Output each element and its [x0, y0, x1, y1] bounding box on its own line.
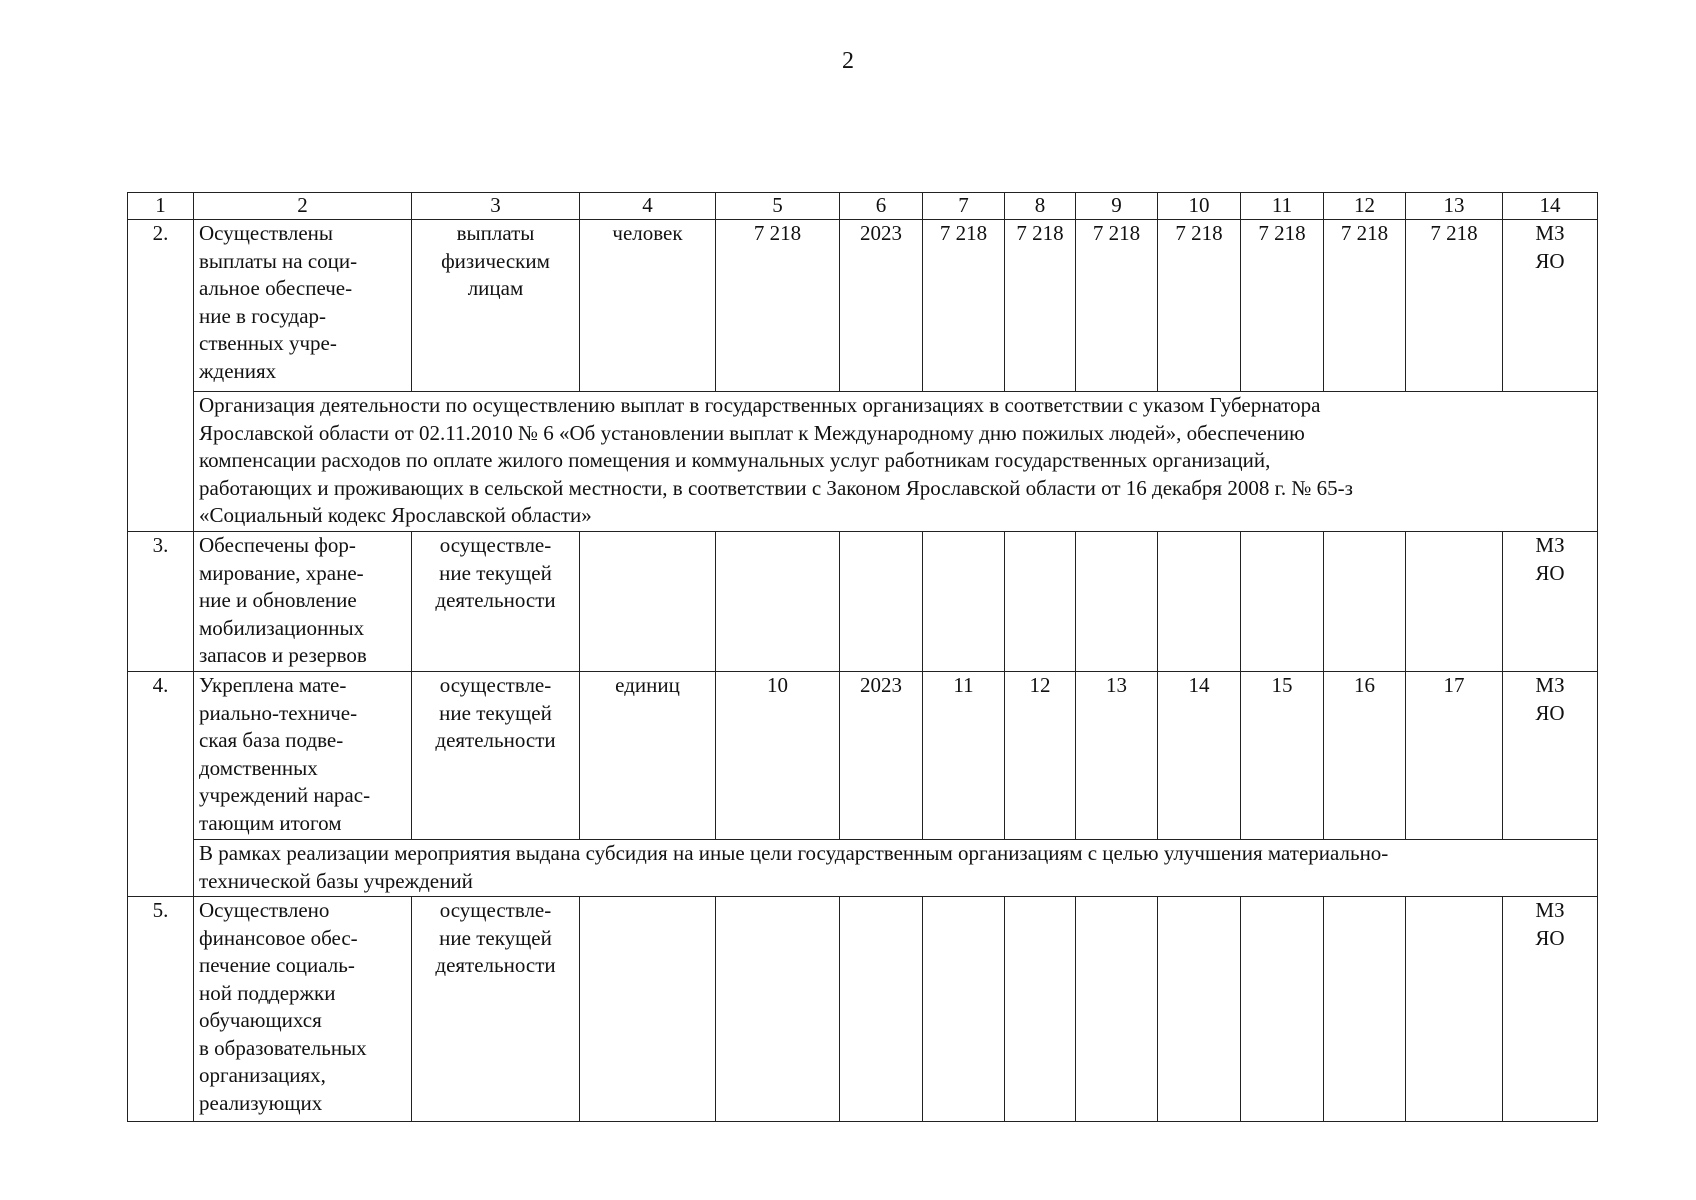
result-cell: Осуществлены выплаты на соци- альное обеспече- ние в государ- ственных учре- ждениях	[194, 220, 412, 392]
note-row	[128, 392, 1598, 532]
column-number: 8	[1005, 193, 1076, 220]
column-number: 3	[412, 193, 580, 220]
value-cell: 7 218	[923, 220, 1005, 392]
value-cell	[1005, 532, 1076, 672]
row-number: 4.	[128, 672, 194, 897]
value-cell	[1241, 532, 1324, 672]
unit-cell: единиц	[580, 672, 716, 840]
base-value-cell	[716, 532, 840, 672]
column-number: 7	[923, 193, 1005, 220]
type-cell: осуществле- ние текущей деятельности	[412, 672, 580, 840]
row-number: 3.	[128, 532, 194, 672]
column-number: 9	[1076, 193, 1158, 220]
value-cell: 7 218	[1241, 220, 1324, 392]
row-number: 2.	[128, 220, 194, 532]
responsible-cell: МЗ ЯО	[1503, 672, 1598, 840]
value-cell	[1324, 897, 1406, 1122]
result-cell: Обеспечены фор- мирование, хране- ние и обновление мобилизационных запасов и резервов	[194, 532, 412, 672]
page-number: 2	[842, 48, 854, 74]
base-value-cell: 10	[716, 672, 840, 840]
table-row	[128, 897, 1598, 1122]
value-cell	[923, 897, 1005, 1122]
value-cell: 17	[1406, 672, 1503, 840]
base-value-cell	[716, 897, 840, 1122]
column-number: 6	[840, 193, 923, 220]
indicators-table	[127, 192, 1598, 1122]
value-cell	[1158, 897, 1241, 1122]
base-year-cell	[840, 897, 923, 1122]
table-row	[128, 672, 1598, 840]
value-cell	[1005, 897, 1076, 1122]
value-cell: 7 218	[1324, 220, 1406, 392]
value-cell	[1076, 897, 1158, 1122]
value-cell	[1406, 897, 1503, 1122]
table-row	[128, 532, 1598, 672]
unit-cell: человек	[580, 220, 716, 392]
responsible-cell: МЗ ЯО	[1503, 897, 1598, 1122]
column-number: 14	[1503, 193, 1598, 220]
value-cell: 13	[1076, 672, 1158, 840]
base-year-cell: 2023	[840, 220, 923, 392]
note-row	[128, 840, 1598, 897]
column-number: 13	[1406, 193, 1503, 220]
column-number: 12	[1324, 193, 1406, 220]
value-cell: 12	[1005, 672, 1076, 840]
value-cell: 15	[1241, 672, 1324, 840]
row-number: 5.	[128, 897, 194, 1122]
base-value-cell: 7 218	[716, 220, 840, 392]
unit-cell	[580, 897, 716, 1122]
table-row	[128, 220, 1598, 392]
column-number-row	[128, 193, 1598, 220]
base-year-cell	[840, 532, 923, 672]
type-cell: осуществле- ние текущей деятельности	[412, 897, 580, 1122]
value-cell: 14	[1158, 672, 1241, 840]
result-cell: Осуществлено финансовое обес- печение социаль- ной поддержки обучающихся в образовательных организациях, реализующих	[194, 897, 412, 1122]
column-number: 11	[1241, 193, 1324, 220]
base-year-cell: 2023	[840, 672, 923, 840]
column-number: 5	[716, 193, 840, 220]
value-cell: 7 218	[1406, 220, 1503, 392]
value-cell	[923, 532, 1005, 672]
note-text: В рамках реализации мероприятия выдана субсидия на иные цели государственным организациям с целью улучшения материально- технической базы учреждений	[194, 840, 1598, 897]
value-cell: 11	[923, 672, 1005, 840]
value-cell: 7 218	[1158, 220, 1241, 392]
responsible-cell: МЗ ЯО	[1503, 532, 1598, 672]
column-number: 4	[580, 193, 716, 220]
value-cell: 7 218	[1005, 220, 1076, 392]
column-number: 2	[194, 193, 412, 220]
result-cell: Укреплена мате- риально-техниче- ская база подве- домственных учреждений нарас- тающим итогом	[194, 672, 412, 840]
value-cell	[1324, 532, 1406, 672]
column-number: 1	[128, 193, 194, 220]
value-cell: 16	[1324, 672, 1406, 840]
value-cell: 7 218	[1076, 220, 1158, 392]
value-cell	[1158, 532, 1241, 672]
type-cell: осуществле- ние текущей деятельности	[412, 532, 580, 672]
responsible-cell: МЗ ЯО	[1503, 220, 1598, 392]
value-cell	[1076, 532, 1158, 672]
note-text: Организация деятельности по осуществлению выплат в государственных организациях в соответствии с указом Губернатора Ярославской области от 02.11.2010 № 6 «Об установлении выплат к Международному дню пожилых людей», обеспечению компенсации расходов по оплате жилого помещения и коммунальных услуг работникам государственных организаций, работающих и проживающих в сельской местности, в соответствии с Законом Ярославской области от 16 декабря 2008 г. № 65-з «Социальный кодекс Ярославской области»	[194, 392, 1598, 532]
value-cell	[1241, 897, 1324, 1122]
unit-cell	[580, 532, 716, 672]
type-cell: выплаты физическим лицам	[412, 220, 580, 392]
column-number: 10	[1158, 193, 1241, 220]
value-cell	[1406, 532, 1503, 672]
